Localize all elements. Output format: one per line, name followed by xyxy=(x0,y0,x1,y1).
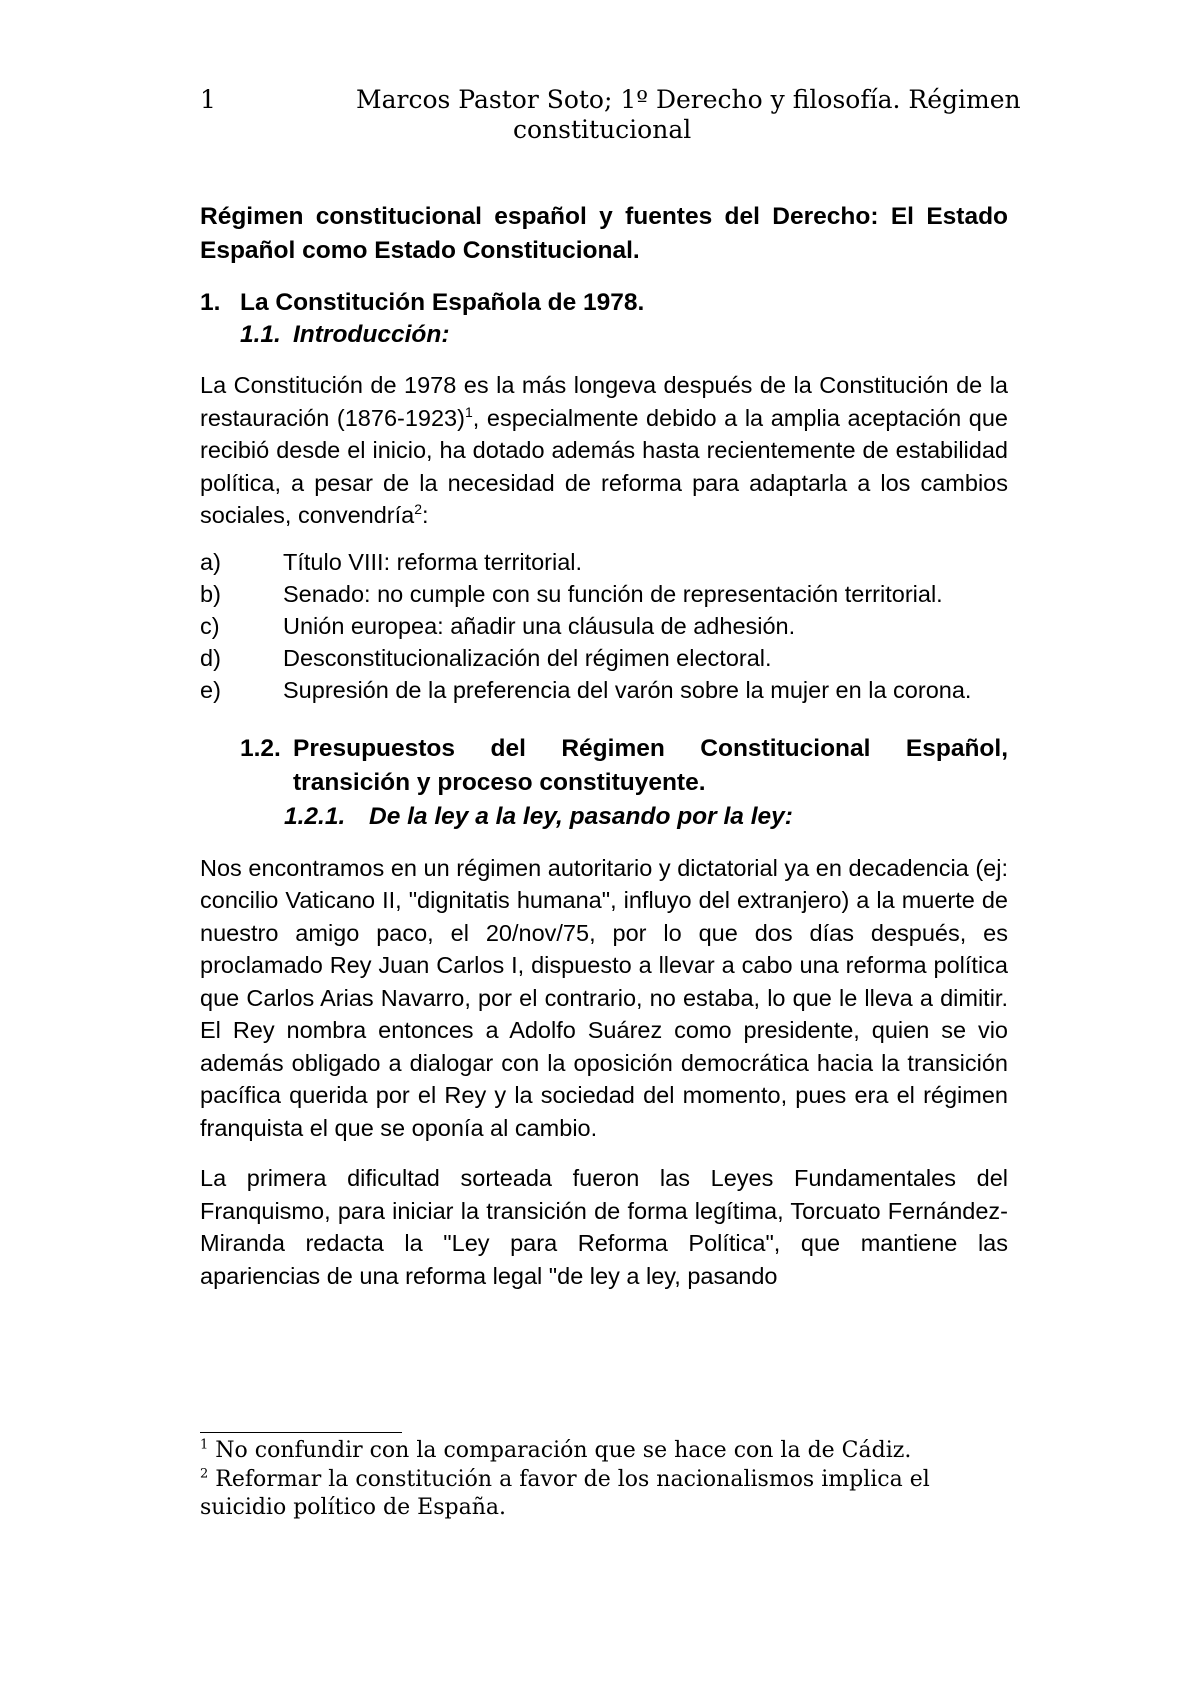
list-text: Desconstitucionalización del régimen electoral. xyxy=(283,644,772,671)
paragraph-transition: Nos encontramos en un régimen autoritario y dictatorial ya en decadencia (ej: concilio Vaticano II, "dignitatis humana", influyo del extranjero) a la muerte de nuestro amigo paco, el 20/nov/75, por lo que dos días después, es proclamado Rey Juan Carlos I, dispuesto a llevar a cabo una reforma política que Carlos Arias Navarro, por el contrario, no estaba, lo que le lleva a dimitir. El Rey nombra entonces a Adolfo Suárez como presidente, quien se vio además obligado a dialogar con la oposición democrática hacia la transición pacífica querida por el Rey y la sociedad del momento, pues era el régimen franquista el que se oponía al cambio. xyxy=(200,854,1008,1141)
header-topic-line: constitucional xyxy=(513,115,692,144)
footnote-text: Reformar la constitución a favor de los nacionalismos implica el suicidio político de España. xyxy=(200,1467,930,1520)
list-marker: b) xyxy=(200,580,221,607)
section-label: La Constitución Española de 1978. xyxy=(240,289,645,316)
footnote-separator xyxy=(200,1432,402,1433)
footnote-ref-1[interactable]: 1 xyxy=(464,403,473,420)
list-item xyxy=(200,642,1008,674)
subsection-label: Introducción: xyxy=(293,321,450,348)
list-text: Unión europea: añadir una cláusula de adhesión. xyxy=(283,612,796,639)
subsection-heading xyxy=(240,319,1008,351)
subsection-number: 1.1. xyxy=(240,321,281,348)
subsection-heading-1-2 xyxy=(240,732,1008,800)
subsubsection-label: De la ley a la ley, pasando por la ley: xyxy=(369,802,793,830)
footnote-mark: 2 xyxy=(200,1466,209,1482)
footnote-mark: 1 xyxy=(200,1437,209,1453)
list-item xyxy=(200,610,1008,642)
paragraph-fundamental-laws: La primera dificultad sorteada fueron las Leyes Fundamentales del Franquismo, para iniciar la transición de forma legítima, Torcuato Fernández-Miranda redacta la "Ley para Reforma Política", que mantiene las apariencias de una reforma legal "de ley a ley, pasando xyxy=(200,1165,1008,1289)
intro-text-1: La Constitución de 1978 es la más longeva después de la Constitución de la restauración (1876-1923) xyxy=(200,372,1008,431)
subsubsection-number: 1.2.1. xyxy=(284,802,346,830)
subsection-number: 1.2. xyxy=(240,734,281,762)
header-author-line: Marcos Pastor Soto; 1º Derecho y filosofía. Régimen xyxy=(356,85,1021,114)
list-item xyxy=(200,578,1008,610)
list-item xyxy=(200,674,1008,706)
list-text: Título VIII: reforma territorial. xyxy=(283,548,583,575)
footnote-text: No confundir con la comparación que se hace con la de Cádiz. xyxy=(215,1438,912,1463)
section-heading xyxy=(200,287,1008,319)
document-body xyxy=(200,200,1008,1292)
section-number: 1. xyxy=(200,289,221,316)
footnote-1 xyxy=(200,1437,1000,1465)
intro-paragraph xyxy=(200,369,1008,532)
list-marker: d) xyxy=(200,644,221,671)
list-text: Supresión de la preferencia del varón sobre la mujer en la corona. xyxy=(283,676,972,703)
page-number: 1 xyxy=(200,85,216,114)
subsection-label: Presupuestos del Régimen Constitucional Español, transición y proceso constituyente. xyxy=(293,734,1008,796)
subsubsection-heading xyxy=(284,800,1008,834)
intro-text-2: , especialmente debido a la amplia aceptación que recibió desde el inicio, ha dotado además hasta recientemente de estabilidad política, a pesar de la necesidad de reforma para adaptarla a los cambios sociales, convendría xyxy=(200,404,1008,528)
reform-list xyxy=(200,546,1008,706)
footnote-2 xyxy=(200,1466,1000,1522)
footnote-ref-2[interactable]: 2 xyxy=(414,501,423,518)
list-text: Senado: no cumple con su función de representación territorial. xyxy=(283,580,943,607)
list-item xyxy=(200,546,1008,578)
intro-text-3: : xyxy=(422,502,429,528)
list-marker: a) xyxy=(200,548,221,575)
list-marker: c) xyxy=(200,612,220,639)
document-title: Régimen constitucional español y fuentes del Derecho: El Estado Español como Estado Constitucional. xyxy=(200,203,1008,264)
list-marker: e) xyxy=(200,676,221,703)
